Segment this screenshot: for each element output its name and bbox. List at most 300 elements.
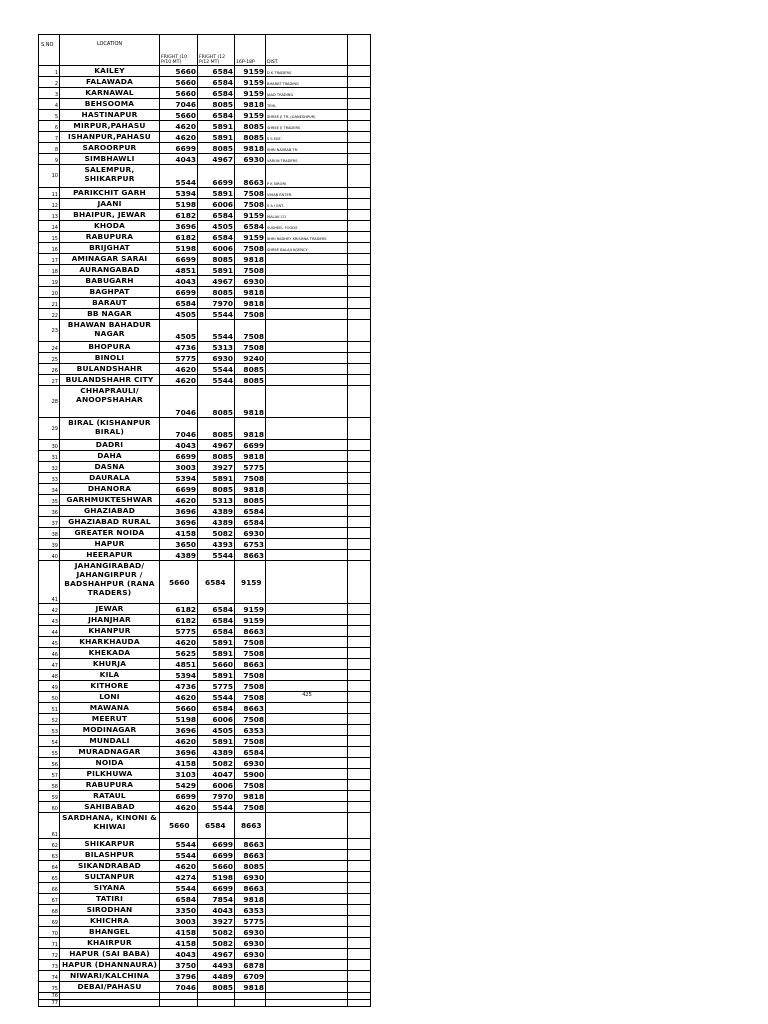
distributor-cell: [266, 780, 348, 791]
blank-cell: [348, 615, 371, 626]
distributor-cell: [266, 626, 348, 637]
blank-cell: [348, 517, 371, 528]
rate-16p-18p-cell: 6930: [235, 528, 266, 539]
table-row: [39, 813, 371, 839]
freight-10-cell: 3750: [160, 960, 198, 971]
location-cell: HAPUR (DHANNAURA): [60, 960, 160, 971]
rate-16p-18p-cell: 8085: [235, 121, 266, 132]
blank-cell: [348, 659, 371, 670]
sno-cell: 58: [39, 780, 60, 791]
distributor-cell: [266, 670, 348, 681]
distributor-cell: [266, 813, 348, 839]
sno-cell: 57: [39, 769, 60, 780]
freight-10-cell: 4158: [160, 528, 198, 539]
sno-cell: 2: [39, 77, 60, 88]
freight-10-cell: 6182: [160, 604, 198, 615]
freight-12-cell: 4505: [198, 725, 235, 736]
location-cell: LONI: [60, 692, 160, 703]
rate-16p-18p-cell: 7508: [235, 309, 266, 320]
freight-12-cell: 6699: [198, 165, 235, 188]
table-row: [39, 714, 371, 725]
sno-cell: 64: [39, 861, 60, 872]
sno-cell: 65: [39, 872, 60, 883]
location-cell: CHHAPRAULI/ ANOOPSHAHAR: [60, 386, 160, 418]
sno-cell: 6: [39, 121, 60, 132]
freight-12-cell: 6584: [198, 88, 235, 99]
table-row: [39, 353, 371, 364]
freight-12-cell: 6584: [198, 561, 235, 604]
rate-16p-18p-cell: 6930: [235, 872, 266, 883]
sno-cell: 18: [39, 265, 60, 276]
sno-cell: 34: [39, 484, 60, 495]
location-cell: DASNA: [60, 462, 160, 473]
rate-16p-18p-cell: 7508: [235, 692, 266, 703]
rate-16p-18p-cell: 6353: [235, 725, 266, 736]
blank-cell: [348, 440, 371, 451]
sno-cell: 56: [39, 758, 60, 769]
location-cell: DEBAI/PAHASU: [60, 982, 160, 993]
distributor-cell: [266, 894, 348, 905]
freight-10-cell: 4158: [160, 927, 198, 938]
freight-rate-sheet: [38, 34, 371, 1007]
freight-10-cell: 4736: [160, 681, 198, 692]
freight-10-cell: 5544: [160, 165, 198, 188]
location-cell: BULANDSHAHR CITY: [60, 375, 160, 386]
freight-12-cell: 6584: [198, 626, 235, 637]
rate-16p-18p-cell: 6709: [235, 971, 266, 982]
rate-16p-18p-cell: 9159: [235, 604, 266, 615]
distributor-cell: [266, 993, 348, 1000]
rate-16p-18p-cell: 7508: [235, 714, 266, 725]
table-row: [39, 927, 371, 938]
location-cell: KARNAWAL: [60, 88, 160, 99]
sno-cell: 26: [39, 364, 60, 375]
distributor-cell: MALAK CO: [266, 210, 348, 221]
freight-10-cell: 4505: [160, 309, 198, 320]
sno-cell: 66: [39, 883, 60, 894]
location-cell: MIRPUR,PAHASU: [60, 121, 160, 132]
freight-10-cell: 4620: [160, 861, 198, 872]
table-row: [39, 736, 371, 747]
table-row: [39, 670, 371, 681]
distributor-cell: [266, 254, 348, 265]
rate-16p-18p-cell: 9818: [235, 484, 266, 495]
sno-cell: 44: [39, 626, 60, 637]
freight-10-cell: 6182: [160, 210, 198, 221]
sno-cell: 51: [39, 703, 60, 714]
freight-10-cell: 5198: [160, 714, 198, 725]
distributor-cell: [266, 539, 348, 550]
blank-cell: [348, 839, 371, 850]
freight-10-cell: 4043: [160, 440, 198, 451]
freight-10-cell: 4389: [160, 550, 198, 561]
rate-16p-18p-cell: 9818: [235, 418, 266, 440]
sno-cell: 11: [39, 188, 60, 199]
sno-cell: 54: [39, 736, 60, 747]
sno-cell: 17: [39, 254, 60, 265]
sno-cell: 75: [39, 982, 60, 993]
rate-16p-18p-cell: 7508: [235, 670, 266, 681]
rate-16p-18p-cell: 9159: [235, 77, 266, 88]
distributor-cell: VARUN TRADERS: [266, 154, 348, 165]
rate-16p-18p-cell: 9240: [235, 353, 266, 364]
rate-16p-18p-cell: 8085: [235, 375, 266, 386]
blank-cell: [348, 88, 371, 99]
blank-cell: [348, 287, 371, 298]
freight-10-cell: 6699: [160, 254, 198, 265]
blank-cell: [348, 221, 371, 232]
rate-16p-18p-cell: 7508: [235, 802, 266, 813]
blank-cell: [348, 780, 371, 791]
location-cell: AMINAGAR SARAI: [60, 254, 160, 265]
table-row: [39, 626, 371, 637]
location-cell: BHOPURA: [60, 342, 160, 353]
freight-12-cell: 5544: [198, 364, 235, 375]
location-cell: MUNDALI: [60, 736, 160, 747]
table-row: [39, 462, 371, 473]
sno-cell: 19: [39, 276, 60, 287]
location-cell: KHEKADA: [60, 648, 160, 659]
rate-16p-18p-cell: 7508: [235, 648, 266, 659]
location-cell: TATIRI: [60, 894, 160, 905]
freight-10-cell: 4158: [160, 758, 198, 769]
location-cell: GREATER NOIDA: [60, 528, 160, 539]
table-row: [39, 769, 371, 780]
freight-10-cell: 4851: [160, 659, 198, 670]
freight-12-cell: 5544: [198, 550, 235, 561]
freight-12-cell: 4967: [198, 440, 235, 451]
sno-cell: 31: [39, 451, 60, 462]
blank-cell: [348, 243, 371, 254]
distributor-cell: [266, 938, 348, 949]
rate-16p-18p-cell: 9159: [235, 615, 266, 626]
location-cell: DAHA: [60, 451, 160, 462]
distributor-cell: [266, 418, 348, 440]
distributor-cell: [266, 927, 348, 938]
location-cell: BEHSOOMA: [60, 99, 160, 110]
freight-10-cell: 6699: [160, 451, 198, 462]
sno-cell: 12: [39, 199, 60, 210]
sno-cell: 47: [39, 659, 60, 670]
table-row: [39, 165, 371, 188]
blank-cell: [348, 386, 371, 418]
rate-16p-18p-cell: 9159: [235, 210, 266, 221]
freight-12-cell: 5775: [198, 681, 235, 692]
location-cell: RABUPURA: [60, 232, 160, 243]
rate-16p-18p-cell: 8663: [235, 839, 266, 850]
blank-cell: [348, 747, 371, 758]
table-row: [39, 561, 371, 604]
blank-cell: [348, 736, 371, 747]
sno-cell: 77: [39, 1000, 60, 1007]
freight-10-cell: 3696: [160, 747, 198, 758]
distributor-cell: [266, 604, 348, 615]
blank-cell: [348, 298, 371, 309]
location-cell: BHAWAN BAHADUR NAGAR: [60, 320, 160, 342]
freight-10-cell: [160, 993, 198, 1000]
table-row: [39, 659, 371, 670]
distributor-cell: [266, 451, 348, 462]
table-row: [39, 440, 371, 451]
location-cell: SALEMPUR, SHIKARPUR: [60, 165, 160, 188]
sno-cell: 40: [39, 550, 60, 561]
header-sno: S.NO: [39, 35, 60, 66]
sno-cell: 35: [39, 495, 60, 506]
freight-12-cell: 4043: [198, 905, 235, 916]
table-row: [39, 386, 371, 418]
location-cell: BAGHPAT: [60, 287, 160, 298]
blank-cell: [348, 232, 371, 243]
freight-12-cell: 6584: [198, 813, 235, 839]
location-cell: GHAZIABAD RURAL: [60, 517, 160, 528]
sno-cell: 46: [39, 648, 60, 659]
freight-10-cell: 6699: [160, 143, 198, 154]
freight-10-cell: 4620: [160, 132, 198, 143]
location-cell: HEERAPUR: [60, 550, 160, 561]
rate-16p-18p-cell: 7508: [235, 320, 266, 342]
sno-cell: 63: [39, 850, 60, 861]
table-row: [39, 883, 371, 894]
table-row: [39, 916, 371, 927]
sno-cell: 68: [39, 905, 60, 916]
freight-10-cell: 5394: [160, 670, 198, 681]
distributor-cell: [266, 916, 348, 927]
distributor-cell: [266, 971, 348, 982]
table-row: [39, 143, 371, 154]
table-row: [39, 747, 371, 758]
freight-12-cell: 7854: [198, 894, 235, 905]
freight-10-cell: 3696: [160, 221, 198, 232]
table-row: [39, 473, 371, 484]
distributor-cell: TEHL: [266, 99, 348, 110]
blank-cell: [348, 353, 371, 364]
table-row: [39, 243, 371, 254]
blank-cell: [348, 528, 371, 539]
freight-12-cell: 8085: [198, 418, 235, 440]
rate-16p-18p-cell: 6878: [235, 960, 266, 971]
freight-12-cell: 4493: [198, 960, 235, 971]
distributor-cell: [266, 791, 348, 802]
freight-12-cell: 5891: [198, 121, 235, 132]
sno-cell: 76: [39, 993, 60, 1000]
blank-cell: [348, 791, 371, 802]
distributor-cell: [266, 517, 348, 528]
table-row: [39, 121, 371, 132]
freight-12-cell: 5891: [198, 473, 235, 484]
distributor-cell: [266, 949, 348, 960]
distributor-cell: [266, 703, 348, 714]
distributor-cell: [266, 506, 348, 517]
location-cell: HAPUR (SAI BABA): [60, 949, 160, 960]
location-cell: SAHIBABAD: [60, 802, 160, 813]
blank-cell: [348, 714, 371, 725]
location-cell: HASTINAPUR: [60, 110, 160, 121]
table-row: [39, 615, 371, 626]
freight-12-cell: 5544: [198, 802, 235, 813]
rate-16p-18p-cell: 7508: [235, 681, 266, 692]
table-row: [39, 132, 371, 143]
header-freight-12: FRIGHT (12 P/12 MT): [198, 35, 235, 66]
sno-cell: 53: [39, 725, 60, 736]
freight-12-cell: 6006: [198, 780, 235, 791]
location-cell: KHAIRPUR: [60, 938, 160, 949]
freight-12-cell: 4967: [198, 154, 235, 165]
blank-cell: [348, 342, 371, 353]
distributor-cell: [266, 714, 348, 725]
header-dist: DIST.: [266, 35, 348, 66]
sno-cell: 30: [39, 440, 60, 451]
location-cell: BIRAL (KISHANPUR BIRAL): [60, 418, 160, 440]
freight-12-cell: 6584: [198, 615, 235, 626]
freight-12-cell: 8085: [198, 451, 235, 462]
freight-10-cell: 5660: [160, 561, 198, 604]
location-cell: KITHORE: [60, 681, 160, 692]
rate-16p-18p-cell: 9818: [235, 99, 266, 110]
blank-cell: [348, 626, 371, 637]
freight-10-cell: 4043: [160, 154, 198, 165]
table-row: [39, 276, 371, 287]
table-row: [39, 375, 371, 386]
rate-16p-18p-cell: 6930: [235, 276, 266, 287]
distributor-cell: [266, 1000, 348, 1007]
distributor-cell: [266, 861, 348, 872]
header-row: [39, 35, 371, 66]
distributor-cell: D K TRADERS: [266, 66, 348, 77]
freight-12-cell: 3927: [198, 916, 235, 927]
distributor-cell: [266, 839, 348, 850]
blank-cell: [348, 637, 371, 648]
freight-10-cell: 5775: [160, 353, 198, 364]
blank-cell: [348, 769, 371, 780]
sno-cell: 50: [39, 692, 60, 703]
table-row: [39, 320, 371, 342]
table-row: [39, 993, 371, 1000]
table-row: [39, 484, 371, 495]
rate-16p-18p-cell: 8663: [235, 813, 266, 839]
distributor-cell: [266, 353, 348, 364]
freight-10-cell: 5660: [160, 703, 198, 714]
rate-16p-18p-cell: 6584: [235, 221, 266, 232]
freight-12-cell: 4967: [198, 949, 235, 960]
rate-16p-18p-cell: 7508: [235, 637, 266, 648]
table-row: [39, 77, 371, 88]
sno-cell: 10: [39, 165, 60, 188]
freight-10-cell: 5198: [160, 199, 198, 210]
freight-12-cell: 5313: [198, 342, 235, 353]
rate-16p-18p-cell: 6699: [235, 440, 266, 451]
sno-cell: 9: [39, 154, 60, 165]
blank-cell: [348, 77, 371, 88]
blank-cell: [348, 154, 371, 165]
freight-10-cell: 5544: [160, 839, 198, 850]
blank-cell: [348, 418, 371, 440]
distributor-cell: [266, 364, 348, 375]
location-cell: PILKHUWA: [60, 769, 160, 780]
sno-cell: 29: [39, 418, 60, 440]
sno-cell: 48: [39, 670, 60, 681]
distributor-cell: [266, 484, 348, 495]
blank-cell: [348, 1000, 371, 1007]
sno-cell: 36: [39, 506, 60, 517]
table-row: [39, 364, 371, 375]
blank-cell: [348, 121, 371, 132]
distributor-cell: [266, 265, 348, 276]
location-cell: BILASHPUR: [60, 850, 160, 861]
freight-12-cell: 3927: [198, 462, 235, 473]
freight-10-cell: 7046: [160, 99, 198, 110]
location-cell: BB NAGAR: [60, 309, 160, 320]
rate-16p-18p-cell: 7508: [235, 188, 266, 199]
blank-cell: [348, 539, 371, 550]
freight-12-cell: 6584: [198, 210, 235, 221]
blank-cell: [348, 993, 371, 1000]
rate-16p-18p-cell: 6584: [235, 517, 266, 528]
rate-16p-18p-cell: 7508: [235, 265, 266, 276]
table-row: [39, 232, 371, 243]
blank-cell: [348, 451, 371, 462]
table-row: [39, 780, 371, 791]
sno-cell: 28: [39, 386, 60, 418]
freight-12-cell: 6584: [198, 110, 235, 121]
blank-cell: [348, 375, 371, 386]
table-row: [39, 298, 371, 309]
table-row: [39, 110, 371, 121]
rate-16p-18p-cell: 6584: [235, 506, 266, 517]
location-cell: BHAIPUR, JEWAR: [60, 210, 160, 221]
location-cell: SULTANPUR: [60, 872, 160, 883]
distributor-cell: [266, 850, 348, 861]
freight-12-cell: 5891: [198, 670, 235, 681]
distributor-cell: SHRI NAVRAB TR.: [266, 143, 348, 154]
freight-10-cell: 6584: [160, 894, 198, 905]
location-cell: KILA: [60, 670, 160, 681]
table-row: [39, 287, 371, 298]
blank-cell: [348, 604, 371, 615]
location-cell: JEWAR: [60, 604, 160, 615]
blank-cell: [348, 462, 371, 473]
freight-10-cell: 7046: [160, 386, 198, 418]
rate-16p-18p-cell: 9159: [235, 66, 266, 77]
freight-12-cell: 5313: [198, 495, 235, 506]
freight-10-cell: 6584: [160, 298, 198, 309]
freight-12-cell: [198, 993, 235, 1000]
freight-10-cell: 6182: [160, 615, 198, 626]
distributor-cell: SUSHEEL FOODS: [266, 221, 348, 232]
freight-12-cell: 6584: [198, 604, 235, 615]
blank-cell: [348, 670, 371, 681]
blank-cell: [348, 894, 371, 905]
rate-16p-18p-cell: 9159: [235, 110, 266, 121]
blank-cell: [348, 210, 371, 221]
rate-16p-18p-cell: 8663: [235, 883, 266, 894]
distributor-cell: [266, 758, 348, 769]
distributor-cell: [266, 561, 348, 604]
sno-cell: 55: [39, 747, 60, 758]
table-row: [39, 539, 371, 550]
blank-cell: [348, 276, 371, 287]
freight-12-cell: 6006: [198, 714, 235, 725]
freight-10-cell: 3696: [160, 506, 198, 517]
location-cell: ISHANPUR,PAHASU: [60, 132, 160, 143]
rate-16p-18p-cell: 7508: [235, 736, 266, 747]
rate-16p-18p-cell: 7508: [235, 342, 266, 353]
freight-12-cell: 8085: [198, 287, 235, 298]
location-cell: BRIJGHAT: [60, 243, 160, 254]
sno-cell: 42: [39, 604, 60, 615]
location-cell: BABUGARH: [60, 276, 160, 287]
freight-12-cell: 7970: [198, 298, 235, 309]
freight-12-cell: 5891: [198, 648, 235, 659]
